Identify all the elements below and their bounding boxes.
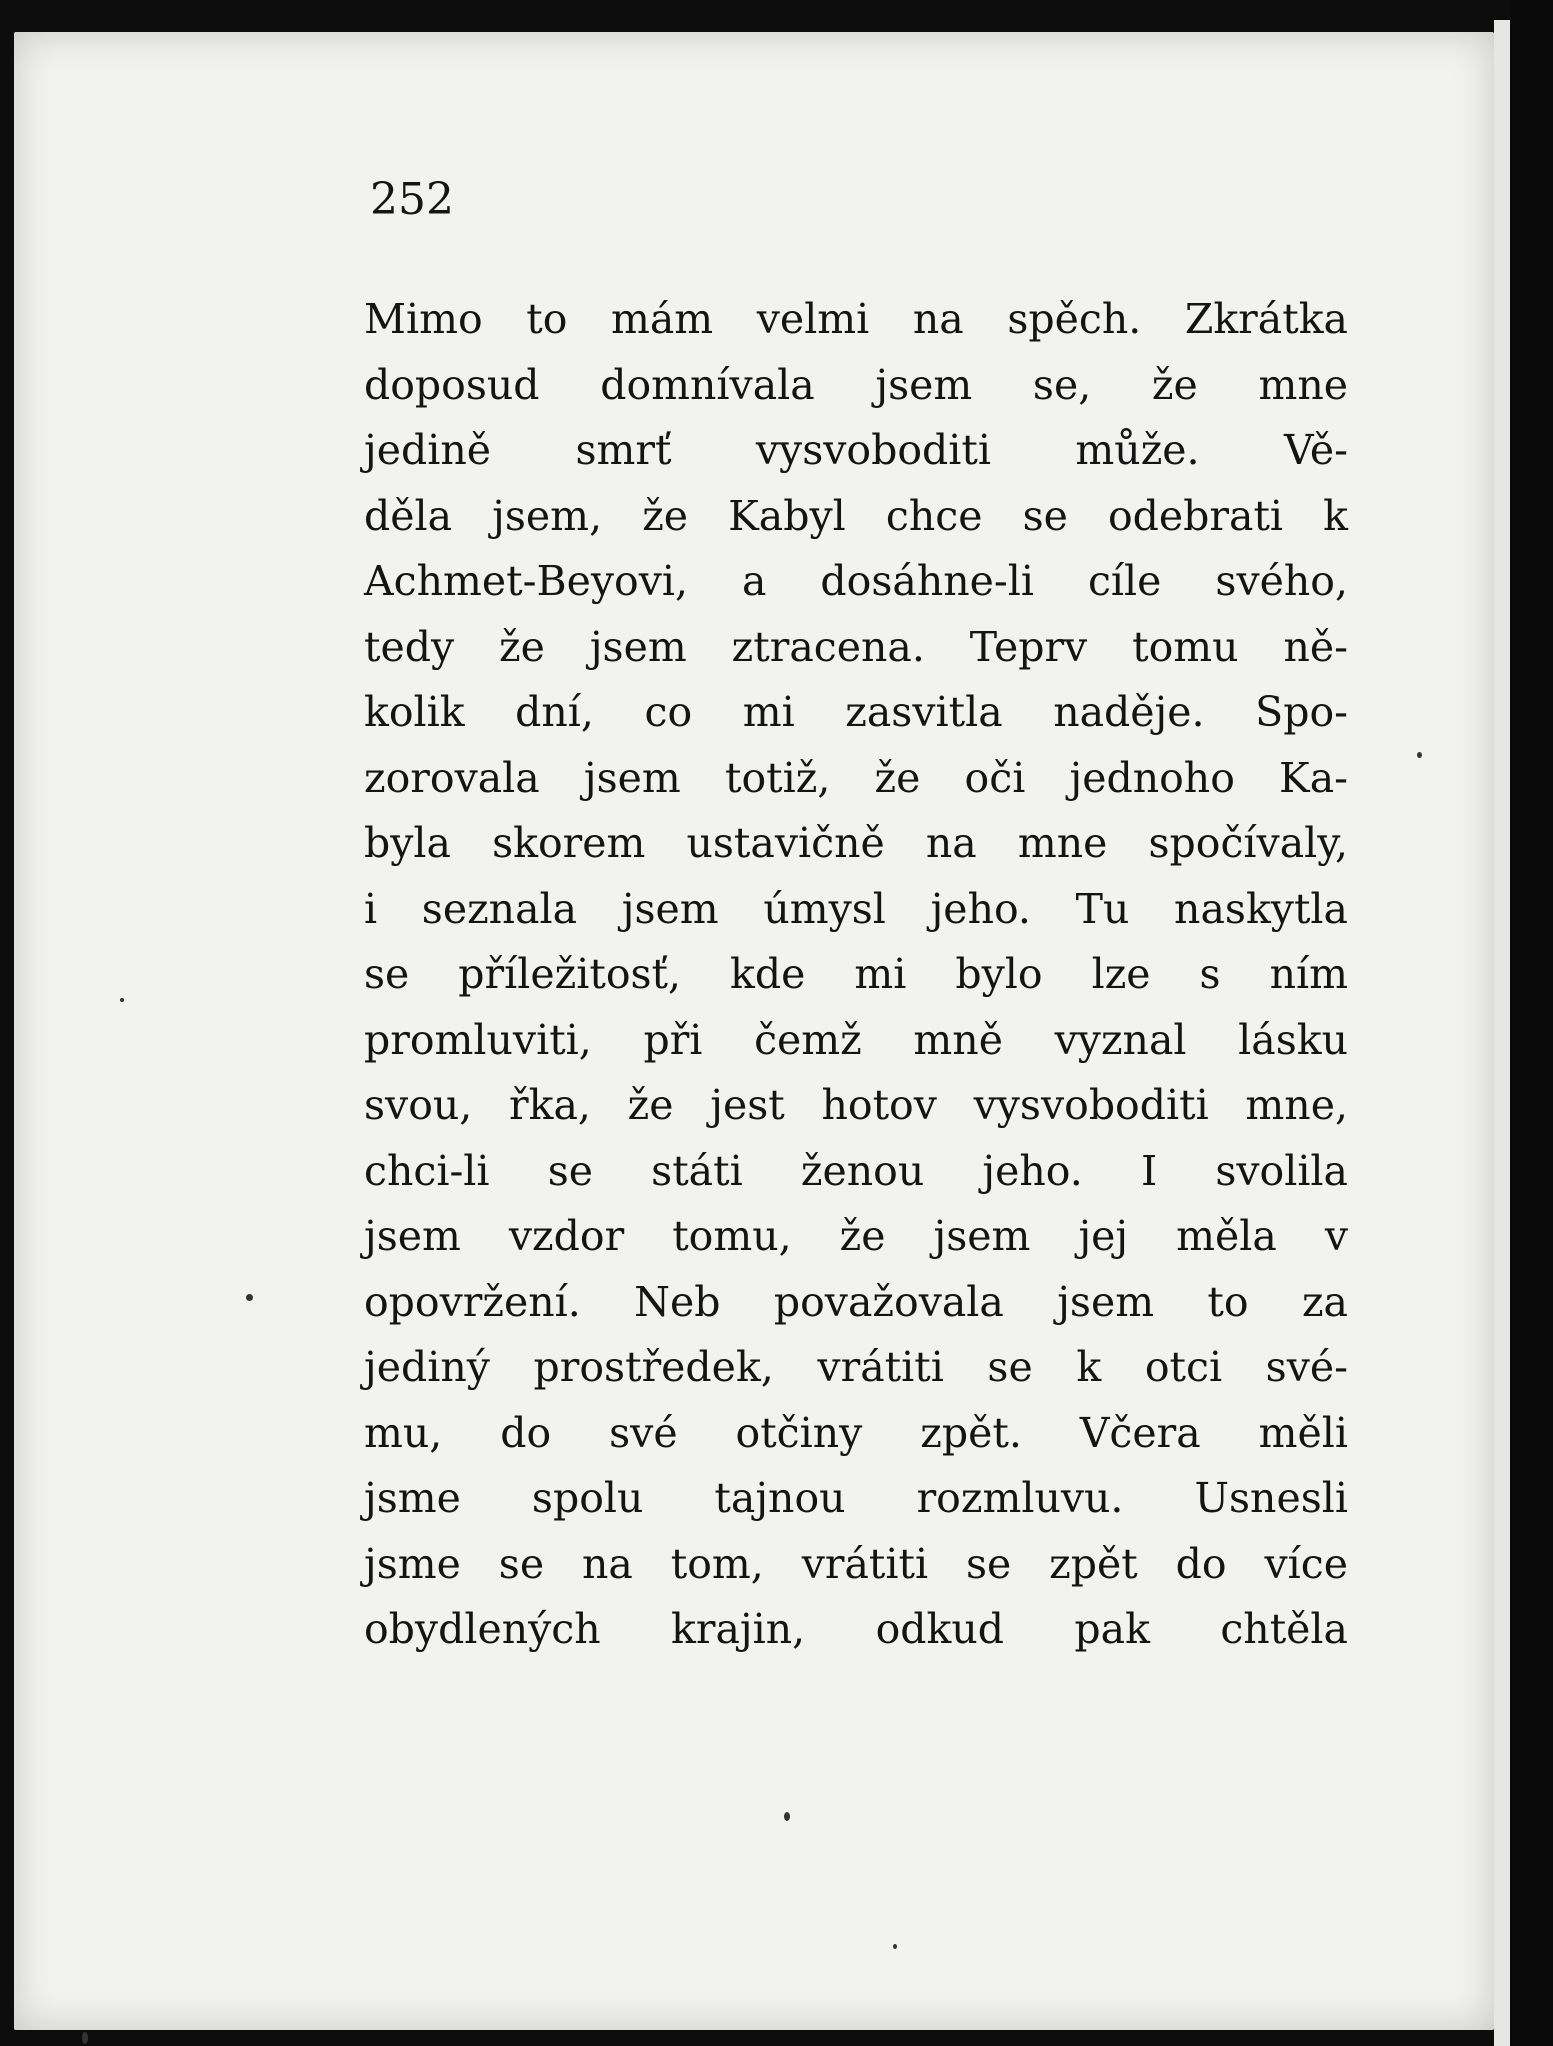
text-line: svou, řka, že jest hotov vysvoboditi mne,: [364, 1081, 1348, 1129]
text-line: děla jsem, že Kabyl chce se odebrati k: [364, 491, 1348, 540]
text-line: jsme se na tom, vrátiti se zpět do více: [364, 1539, 1348, 1588]
ink-speck: [893, 1944, 897, 1949]
body-text: [364, 287, 1348, 1663]
text-line: jedině smrť vysvoboditi může. Vě-: [364, 426, 1348, 474]
ink-speck: [120, 998, 124, 1002]
text-line: i seznala jsem úmysl jeho. Tu naskytla: [364, 884, 1348, 933]
text-line: obydlených krajin, odkud pak chtěla: [364, 1605, 1348, 1653]
binding-shadow: [1510, 0, 1553, 2046]
text-line: jsme spolu tajnou rozmluvu. Usnesli: [364, 1474, 1348, 1522]
ink-speck: [246, 1294, 253, 1301]
text-line: tedy že jsem ztracena. Teprv tomu ně-: [364, 622, 1348, 671]
ink-speck: [1417, 752, 1422, 758]
text-line: jsem vzdor tomu, že jsem jej měla v: [364, 1212, 1348, 1260]
text-line: byla skorem ustavičně na mne spočívaly,: [364, 819, 1348, 867]
ink-speck: [82, 2032, 88, 2044]
page-edge: [1494, 20, 1510, 2046]
text-line: promluviti, při čemž mně vyznal lásku: [364, 1015, 1348, 1064]
ink-speck: [784, 1812, 790, 1821]
text-line: opovržení. Neb považovala jsem to za: [364, 1277, 1348, 1326]
text-line: Mimo to mám velmi na spěch. Zkrátka: [364, 295, 1348, 343]
text-line: zorovala jsem totiž, že oči jednoho Ka-: [364, 753, 1348, 802]
text-line: se příležitosť, kde mi bylo lze s ním: [364, 950, 1348, 998]
page-number: 252: [370, 174, 454, 225]
text-line: chci-li se státi ženou jeho. I svolila: [364, 1146, 1348, 1195]
text-line: mu, do své otčiny zpět. Včera měli: [364, 1408, 1348, 1457]
text-line: kolik dní, co mi zasvitla naděje. Spo-: [364, 688, 1348, 736]
text-line: doposud domnívala jsem se, že mne: [364, 360, 1348, 409]
text-line: Achmet-Beyovi, a dosáhne-li cíle svého,: [364, 557, 1348, 605]
text-line: jediný prostředek, vrátiti se k otci své-: [364, 1343, 1348, 1391]
